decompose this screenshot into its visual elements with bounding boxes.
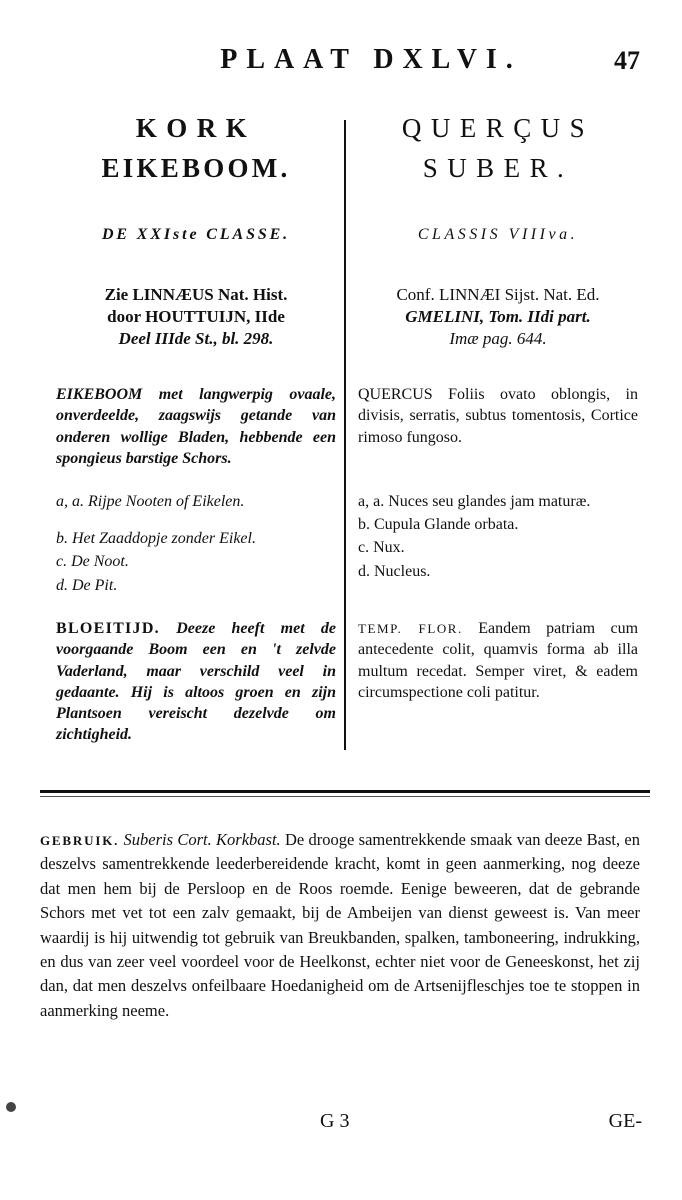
right-part-b: b. Cupula Glande orbata. — [358, 516, 519, 534]
left-ref-line-2: door HOUTTUIJN, IIde — [107, 307, 285, 327]
right-title-2: SUBER. — [422, 153, 574, 183]
left-reference — [56, 284, 336, 350]
section-rule-thin — [40, 796, 650, 797]
usage-paragraph — [40, 828, 640, 1023]
usage-lead: Suberis Cort. Korkbast. — [123, 830, 281, 849]
right-ref-line-3: Imæ pag. 644. — [449, 329, 547, 349]
left-title-1: KORK — [135, 113, 257, 143]
right-flowering — [358, 618, 638, 703]
signature-mark: G 3 — [320, 1110, 350, 1132]
right-flor-label: TEMP. FLOR. — [358, 621, 463, 636]
right-ref-line-2: GMELINI, Tom. IIdi part. — [405, 307, 591, 327]
right-flor-text: Eandem patriam cum antecedente colit, quamvis forma ab illa multum recedat. Semper viret, & eadem circumspectione coli patitur. — [358, 620, 639, 701]
page-number: 47 — [614, 46, 640, 75]
left-part-d: d. De Pit. — [56, 576, 118, 594]
left-ref-line-3: Deel IIIde St., bl. 298. — [118, 329, 274, 349]
section-rule — [40, 790, 650, 793]
ink-spot — [6, 1102, 16, 1112]
right-reference — [358, 284, 638, 350]
left-flor-label: BLOEITIJD. — [56, 620, 160, 637]
left-classe: DE XXIste CLASSE. — [101, 226, 291, 243]
right-description: QUERCUS Foliis ovato oblongis, in divisis, serratis, subtus tomentosis, Cortice rimoso fungoso. — [358, 386, 638, 446]
plate-heading: PLAAT DXLVI. — [220, 44, 522, 75]
right-part-c: c. Nux. — [358, 539, 405, 557]
right-classe: CLASSIS VIIIva. — [417, 226, 579, 243]
column-divider — [344, 120, 346, 750]
left-flowering — [56, 618, 336, 746]
left-title-2: EIKEBOOM. — [101, 153, 291, 183]
right-title-1: QUERÇUS — [401, 113, 595, 143]
left-part-a: a, a. Rijpe Nooten of Eikelen. — [56, 493, 245, 510]
right-part-d: d. Nucleus. — [358, 562, 431, 580]
left-part-b: b. Het Zaaddopje zonder Eikel. — [56, 530, 256, 548]
left-flor-text: Deeze heeft met de voorgaande Boom een en 't zelvde Vaderland, maar verschild veel in gedaante. Hij is altoos groen en zijn Plantsoen vereischt dezelvde om zichtigheid. — [56, 620, 336, 744]
left-description: EIKEBOOM met langwerpig ovaale, onverdeelde, zaagswijs getande van onderen wollige Bladen, hebbende een spongieus barstige Schors. — [56, 386, 336, 467]
right-parts-list — [358, 490, 638, 583]
left-ref-line-1: Zie LINNÆUS Nat. Hist. — [104, 285, 288, 304]
right-ref-line-1: Conf. LINNÆI Sijst. Nat. Ed. — [396, 285, 600, 304]
right-part-a: a, a. Nuces seu glandes jam maturæ. — [358, 493, 591, 510]
left-part-c: c. De Noot. — [56, 553, 129, 571]
left-parts-list — [56, 490, 336, 597]
usage-label: GEBRUIK. — [40, 833, 120, 848]
usage-text: De drooge samentrekkende smaak van deeze Bast, en deszelvs samentrekkende leederbereidende kracht, komt in geen aanmerking, nog deeze dat men hem bij de Persloop en de Roos roemde. Eenige beweeren, dat de gebrande Schors met vet tot een zalv gemaakt, bij de Ambeijen van dienst geweest is. Van meer waardij is hij uitwendig tot gebruik van Breukbanden, spalken, tamboneering, indrukking, en dus van zeer veel voordeel voor de Heelkonst, echter niet voor de Geneeskonst, het zij dan, dat men deszelvs onfeilbaare Hoedanigheid om de Artsenijfleschjes toe te stoppen in aanmerking neeme. — [40, 830, 640, 1020]
catchword: GE- — [608, 1110, 642, 1132]
